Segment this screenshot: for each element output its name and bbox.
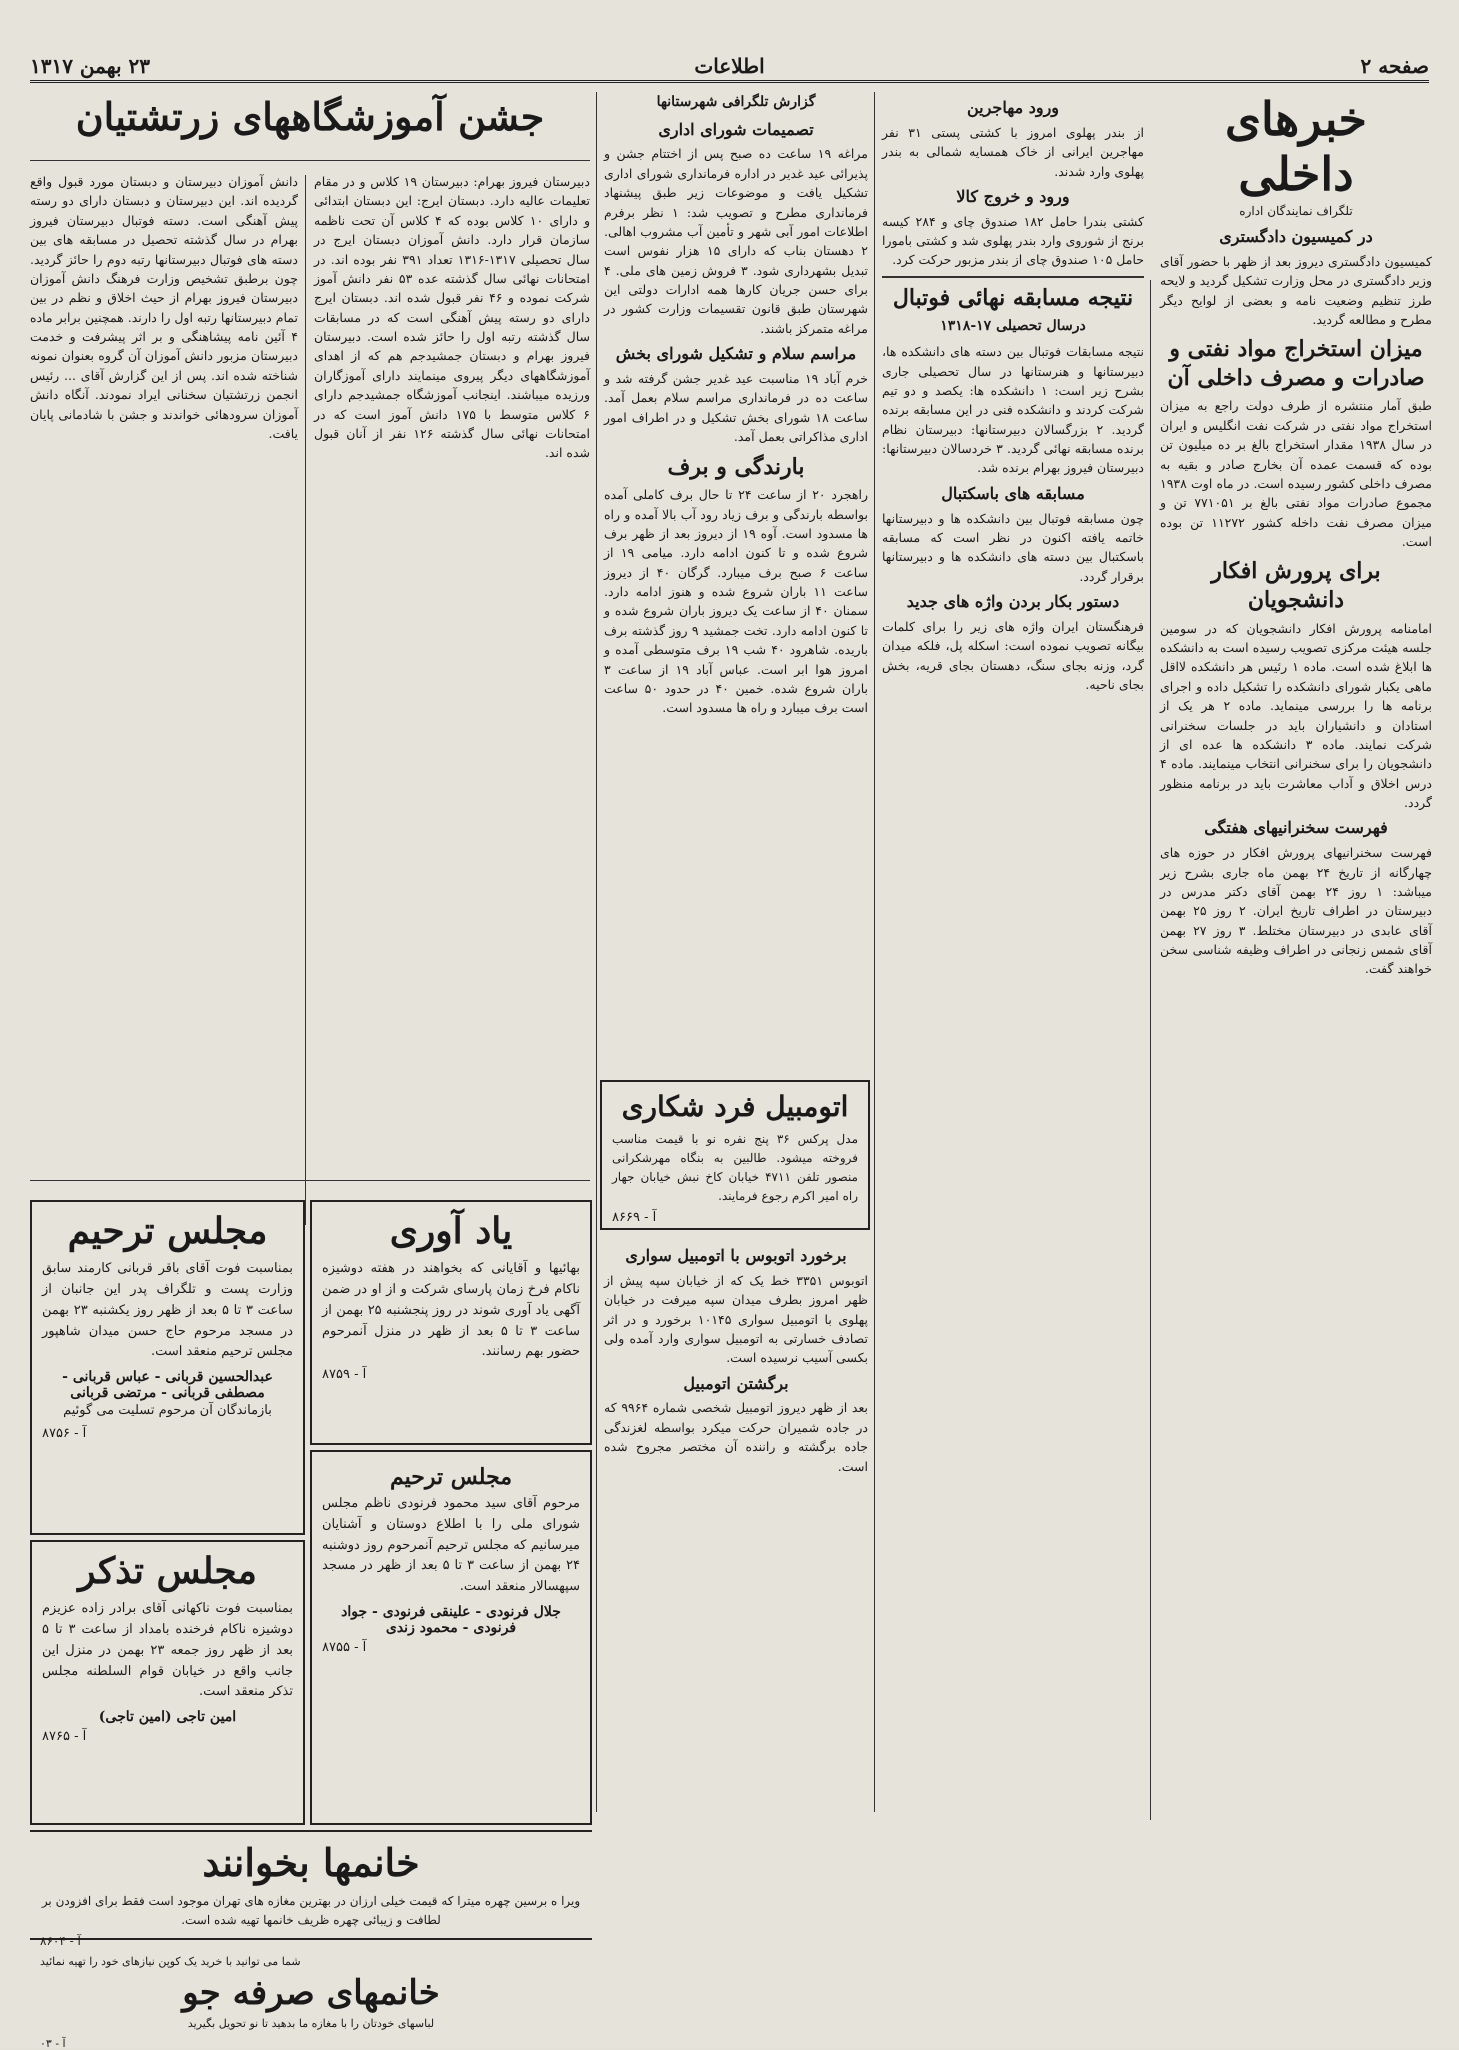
domestic-news-subtitle: تلگراف نمایندگان اداره [1239, 204, 1353, 219]
car-ad-ref: آ - ۸۶۶۹ [612, 1210, 657, 1226]
football-subtitle: درسال تحصیلی ۱۷-۱۳۱۸ [940, 318, 1086, 335]
yadavari-title: یاد آوری [389, 1210, 513, 1252]
basketball-head: مسابقه های باسکتبال [941, 483, 1085, 503]
province-item-text: خرم آباد ۱۹ مناسبت عید غدیر جشن گرفته شد و ساعت ده در فرمانداری مراسم سلام بعمل آمد. ساعت ۱۸ شورای بخش تشکیل و در اطراف امور اداری مذاکراتی بعمل آمد. [604, 371, 868, 445]
domestic-item-head: برای پرورش افکار دانشجویان [1211, 558, 1381, 614]
thrifty-ad-title: خانمهای صرفه جو [182, 1972, 440, 2013]
new-words-text: فرهنگستان ایران واژه های زیر را برای کلمات بیگانه تصویب نموده است: اسکله پل، فلکه میدان گرد، وزنه بجای سنگ، دهستان بجای قریه، بخش بجای ناحیه. [882, 618, 1144, 692]
domestic-item-head: در کمیسیون دادگستری [1219, 226, 1373, 246]
car-flip-text: بعد از ظهر دیروز اتومبیل شخصی شماره ۹۹۶۴ که در جاده شمیران حرکت میکرد بواسطه لغزندگی جاده برگشته و راننده آن مختصر مجروح شده است. [604, 1400, 868, 1474]
car-flip-head: برگشتن اتومبیل [683, 1373, 789, 1393]
column-rule [305, 175, 306, 1225]
tarhim-notice [30, 1200, 305, 1535]
ladies-ad-text: ویرا ه برسین چهره میترا که قیمت خیلی ارزان در بهترین مغازه های تهران موجود است فقط برای افزودن بر لطافت و زیبائی چهره ظریف خانمها تهیه شده است. [41, 1893, 581, 1927]
province-item-head: تصمیمات شورای اداری [658, 119, 814, 139]
zoroastrian-text-b: دانش آموزان دبیرستان و دبستان مورد قبول واقع گردیده اند. این دبیرستان و دبستان دارای دو رسته پیش آهنگی است. دسته فوتبال دبیرستان فیروز بهرام در سال گذشته تحصیل در مسابقه های بین دسته های فوتبال دبیرستانها رتبه دوم را حائز گردید. چون برطبق تشخیص وزارت فرهنگ دانش آموزان دبیرستان فیروز بهرام از حیث اخلاق و نظم در بین تمام دبیرستانها رتبه اول را دارند. همچنین برابر ماده ۴ آئین نامه پیشاهنگی و بر اثر پیشرفت و خدمت دبیرستان مزبور دانش آموزان آن گروه بعنوان نمونه شناخته شده اند. پس از این گزارش آقای ... رئیس انجمن زرتشتیان سخنانی ایراد نمودند. آنگاه دانش آموزان سرودهائی خواندند و جشن با شادمانی پایان یافت. [30, 174, 298, 441]
zoroastrian-col-b [30, 172, 298, 1172]
domestic-item-text: امامنامه پرورش افکار دانشجویان که در سومین جلسه هیئت مرکزی تصویب رسیده است به دانشکده ها ابلاغ شده است. ماده ۱ رئیس هر دانشکده لااقل ماهی یکبار شورای دانشکده را تشکیل داده و اجرای برنامه ها را بررسی مینماید. ماده ۲ هر یک از استادان و دانشیاران باید در جلسات سخنرانی شرکت نمایند. ماده ۳ دانشکده ها عده ای از دانشجویان را برای سخنرانی انتخاب مینمایند. ماده ۴ درس اخلاق و آداب معاشرت باید در برنامه منظور گردد. [1160, 620, 1432, 811]
tazakkor-ref: آ - ۸۷۶۵ [42, 1729, 87, 1745]
section-rule [30, 160, 590, 161]
accident-text: اتوبوس ۳۳۵۱ خط یک که از خیابان سپه پیش از ظهر امروز بطرف میدان سپه میرفت در خیابان پهلوی با اتومبیل سواری ۱۰۱۴۵ برخورد و در اثر تصادف خسارتی به اتومبیل سواری وارد آمده ولی بکسی آسیب نرسیده است. [604, 1272, 868, 1366]
tarhim-notice-2 [310, 1450, 592, 1825]
football-text: نتیجه مسابقات فوتبال بین دسته های دانشکده ها، دبیرستانها و هنرستانها در سال تحصیلی جاری بشرح زیر است: ۱ دانشکده ها: یکصد و دو تیم شرکت کردند و دانشکده فنی در این مسابقه برنده گردید. ۲ بزرگسالان دبیرستانها: دبیرستان نظام برنده مسابقه نهائی گردید. ۳ خردسالان دبیرستانها: دبیرستان فیروز بهرام برنده شد. [882, 344, 1144, 476]
column-rule [1150, 280, 1151, 1820]
goods-text: کشتی بندرا حامل ۱۸۲ صندوق چای و ۲۸۴ کیسه برنج از شوروی وارد بندر پهلوی شد و کشتی بامورا حامل ۱۰۵ صندوق چای از بندر مزبور حرکت کرد. [882, 213, 1144, 268]
issue-date: ۲۳ بهمن ۱۳۱۷ [30, 54, 150, 78]
provinces-title: گزارش تلگرافی شهرستانها [656, 94, 816, 110]
new-words-head: دستور بکار بردن واژه های جدید [906, 592, 1120, 612]
ladies-ad-title: خانمها بخوانند [202, 1840, 420, 1885]
domestic-item-head: فهرست سخنرانیهای هفتگی [1204, 818, 1388, 838]
tarhim-footer: بازماندگان آن مرحوم تسلیت می گوئیم [63, 1403, 272, 1419]
football-title: نتیجه مسابقه نهائی فوتبال [892, 284, 1134, 311]
column-rule [596, 92, 597, 1812]
thrifty-ad-top: شما می توانید با خرید یک کوپن نیازهای خود را تهیه نمائید [40, 1955, 301, 1968]
center-right-column [882, 92, 1144, 1822]
domestic-item-text: طبق آمار منتشره از طرف دولت راجع به میزان استخراج مواد نفتی در شرکت نفت انگلیس و ایران در سال ۱۹۳۸ مقدار استخراج بالغ بر ده میلیون تن بوده که قسمت عمده آن بخارج صادر و بقیه به مصرف داخلی کشور رسیده است. در ماه اوت ۱۹۳۸ مجموع صادرات مواد نفتی بالغ بر ۷۷۱۰۵۱ تن و میزان مصرف نفت داخله کشور ۱۱۲۷۲ تن بوده است. [1160, 398, 1432, 550]
province-item-head: مراسم سلام و تشکیل شورای بخش [615, 344, 857, 364]
thrifty-ladies-ad [30, 1945, 592, 2050]
domestic-news-title: خبرهای داخلی [1225, 92, 1367, 202]
zoroastrian-text-a: دبیرستان فیروز بهرام: دبیرستان ۱۹ کلاس و در مقام تعلیمات عالیه دارد. دبستان ایرج: این دبستان ابتدائی و دارای ۱۰ کلاس بوده که ۴ کلاس آن تحت ناظمه سازمان قرار دارد. دانش آموزان دبستان ایرج در سال تحصیلی ۱۳۱۷-۱۳۱۶ تعداد ۳۹۱ نفر بوده اند. در امتحانات نهائی سال گذشته عده ۵۳ نفر دانش آموز شرکت نموده و ۴۶ نفر قبول شده اند. دبستان ایرج دارای دو رسته پیش آهنگی است که در مسابقات سال گذشته رتبه اول را حائز شده است. دبیرستان فیروز بهرام و دبستان جمشیدجم هم که از اهدای آموزشگاههای دیگر پیروی مینمایند دارای آموزگاران ورزیده میباشند. اینجانب آموزشگاه جمشیدجم دارای ۶ کلاس متوسط با ۱۷۵ دانش آموز است که در امتحانات نهائی سال گذشته ۱۲۶ نفر از آنان قبول شده اند. [314, 174, 590, 461]
section-rule [30, 1180, 590, 1181]
domestic-item-head: میزان استخراج مواد نفتی و صادرات و مصرف داخلی آن [1167, 336, 1425, 391]
yadavari-text: بهائیها و آقایانی که بخواهند در هفته دوشیزه ناکام فرخ زمان پارسای شرکت و از او در ضمن آگهی یاد آوری شوند در روز پنجشنبه ۲۵ بهمن از ساعت ۳ تا ۵ بعد از ظهر در منزل آنمرحوم حضور بهم رسانند. [322, 1261, 581, 1360]
car-ad-title: اتومبیل فرد شکاری [621, 1090, 849, 1123]
tarhim2-text: مرحوم آقای سید محمود فرنودی ناظم مجلس شورای ملی را با اطلاع دوستان و آشنایان میرسانیم که مجلس ترحیم آنمرحوم روز دوشنبه ۲۴ بهمن از ساعت ۳ تا ۵ بعد از ظهر در مسجد سپهسالار منعقد است. [322, 1496, 580, 1595]
tarhim-ref: آ - ۸۷۵۶ [42, 1425, 87, 1441]
tazakkor-text: بمناسبت فوت ناکهانی آقای برادر زاده عزیزم دوشیزه ناکام فرخنده بامداد از ساعت ۳ تا ۵ بعد از ظهر روز جمعه ۲۳ بهمن در منزل این جانب واقع در خیابان قوام السلطنه مجلس تذکر منعقد است. [42, 1601, 294, 1700]
tazakkor-notice [30, 1540, 305, 1825]
accident-head: برخورد اتوبوس با اتومبیل سواری [625, 1246, 847, 1265]
domestic-item-text: فهرست سخنرانیهای پرورش افکار در حوزه های چهارگانه از تاریخ ۲۴ بهمن ماه جاری بشرح زیر میباشد: ۱ روز ۲۴ بهمن آقای دکتر مدرس در دبیرستان در اطراف تاریخ ایران. ۲ روز ۲۵ بهمن آقای عابدی در دبیرستان مختلط. ۳ روز ۲۷ بهمن آقای شمس زنجانی در اطراف وظیفه شناسی سخن خواهند گفت. [1160, 845, 1432, 977]
goods-head: ورود و خروج کالا [956, 186, 1070, 206]
yadavari-ref: آ - ۸۷۵۹ [322, 1367, 367, 1383]
zoroastrian-title: جشن آموزشگاههای زرتشتیان [75, 94, 545, 139]
thrifty-ad-ref: آ - ۰۳ [40, 2036, 66, 2050]
car-sale-ad [600, 1080, 870, 1230]
tarhim-title: مجلس ترحیم [67, 1210, 268, 1252]
tarhim2-title: مجلس ترحیم [389, 1464, 513, 1490]
province-item-text: راهجرد ۲۰ از ساعت ۲۴ تا حال برف کاملی آمده بواسطه بارندگی و برف زیاد رود آب بالا آمده و راه ها مسدود است. آوه ۱۹ از دیروز بعد از ظهر برف شروع شده و تا کنون ادامه دارد. میامی ۱۹ از ساعت ۶ صبح برف میبارد. گرگان ۴۰ از دیروز ساعت ۱۱ باران شروع شده و هنوز ادامه دارد. سمنان ۴۰ از ساعت یک دیروز باران شروع شده و تا کنون ادامه دارد. تخت جمشید ۹ روز گذشته برف باریده. شاهرود ۴۰ شب ۱۹ برف متوسطی آمده و امروز هوا ابر است. عباس آباد ۱۹ از ساعت ۳ باران شروع شده. خمین ۴۰ در حدود ۵۰ ساعت است برف میبارد و راه ها مسدود است. [604, 487, 869, 716]
tarhim2-ref: آ - ۸۷۵۵ [322, 1639, 367, 1655]
domestic-news-column [1160, 92, 1432, 1822]
tarhim2-signature: جلال فرنودی - علینقی فرنودی - جواد فرنودی - محمود زندی [341, 1603, 561, 1636]
tazakkor-title: مجلس تذکر [78, 1550, 257, 1592]
domestic-item-text: کمیسیون دادگستری دیروز بعد از ظهر با حضور آقای وزیر دادگستری در محل وزارت تشکیل گردید و لایحه طرز تنظیم وضعیت نامه و بعضی از لوایح دیگر مطرح و مطالعه گردید. [1160, 253, 1432, 327]
tarhim-text: بمناسبت فوت آقای باقر قربانی کارمند سابق وزارت پست و تلگراف پدر این جانبان از ساعت ۳ تا ۵ بعد از ظهر روز یکشنبه ۲۳ بهمن در مسجد مرحوم حاج حسن میدان شاهپور مجلس ترحیم منعقد است. [42, 1261, 294, 1360]
immigrants-text: از بندر پهلوی امروز با کشتی پستی ۳۱ نفر مهاجرین ایرانی از خاک همسایه شمالی به بندر پهلوی وارد شدند. [882, 124, 1144, 179]
ladies-read-ad [30, 1830, 592, 1948]
tarhim-signature: عبدالحسین قربانی - عباس قربانی - مصطفی قربانی - مرتضی قربانی [62, 1369, 273, 1402]
ladies-ad-ref: آ - ۸۶۰۴ [40, 1933, 81, 1948]
yadavari-notice [310, 1200, 592, 1445]
province-item-text: مراغه ۱۹ ساعت ده صبح پس از اختتام جشن و پذیرائی عید غدیر در اداره فرمانداری شورای اداری تشکیل یافت و موضوعات زیر طبق پیشنهاد فرمانداری مطرح و تصویب شد: ۱ نظر برفرم اطلاعات امور آبی شهر و تأمین آب مشروب اهالی. ۲ دهستان بناب که دارای ۱۵ هزار نفوس است تبدیل بشهرداری شود. ۳ فروش زمین های ملی. ۴ برای حسن جریان کارها همه ادارات دولتی این شهرستان طبق قانون تقسیمات وزارت کشور در مراغه متمرکز باشند. [604, 146, 868, 336]
paper-name: اطلاعات [694, 54, 765, 78]
immigrants-head: ورود مهاجرین [966, 98, 1060, 117]
accident-news [604, 1240, 868, 1820]
province-item-head: بارندگی و برف [667, 453, 805, 480]
provinces-column [604, 92, 868, 1072]
page-number: صفحه ۲ [1360, 54, 1429, 78]
column-rule [874, 92, 875, 1812]
thrifty-ad-sub: لباسهای خودتان را با مغازه ما بدهید تا نو تحویل بگیرید [187, 2017, 435, 2031]
masthead [30, 50, 1429, 83]
tazakkor-signature: امین تاجی (امین تاجی) [98, 1709, 237, 1726]
zoroastrian-col-a [314, 172, 590, 1172]
basketball-text: چون مسابقه فوتبال بین دانشکده ها و دبیرستانها خاتمه یافته اکنون در نظر است که مسابقه باسکتبال بین دسته های دانشکده ها و دبیرستانها برقرار گردد. [882, 510, 1144, 584]
car-ad-text: مدل پرکس ۳۶ پنج نفره نو با قیمت مناسب فروخته میشود. طالبین به بنگاه مهرشکرانی منصور تلفن ۴۷۱۱ خیابان کاخ نبش خیابان جهار راه امیر اکرم رجوع فرمایند. [612, 1131, 858, 1204]
